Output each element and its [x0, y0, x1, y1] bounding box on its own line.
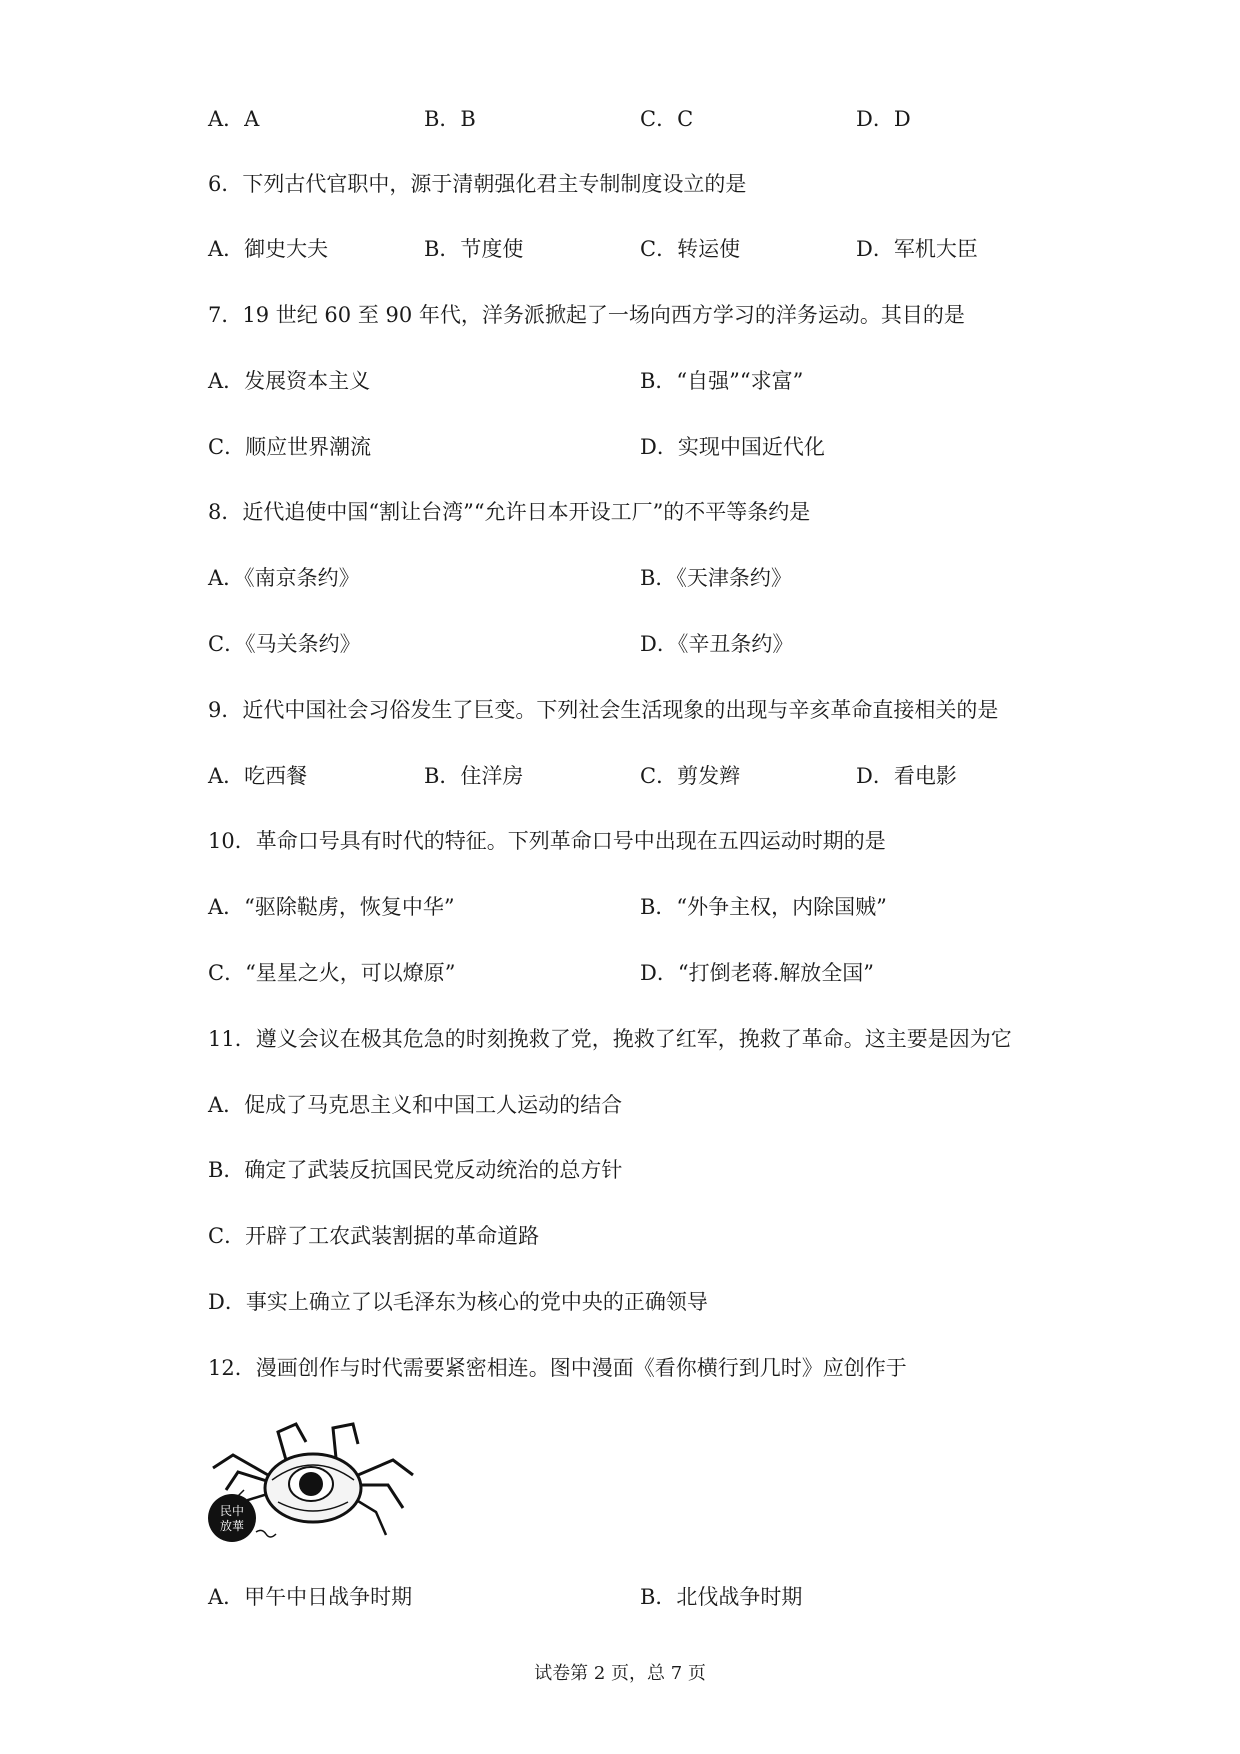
q11-option-b: B．确定了武装反抗国民党反动统治的总方针	[208, 1158, 623, 1182]
q6-option-a: A．御史大夫	[208, 237, 329, 261]
q5-option-d: D．D	[856, 107, 911, 131]
q12-stem: 12．漫画创作与时代需要紧密相连。图中漫面《看你横行到几时》应创作于	[208, 1356, 907, 1380]
badge-text-bottom: 放華	[219, 1519, 245, 1533]
q9-option-d: D．看电影	[856, 764, 957, 788]
q8-option-a: A．《南京条约》	[208, 566, 360, 590]
q9-option-c: C．剪发辫	[640, 764, 741, 788]
q11-option-c: C．开辟了工农武装割据的革命道路	[208, 1224, 540, 1248]
q12-option-a: A．甲午中日战争时期	[208, 1585, 413, 1609]
q11-stem: 11．遵义会议在极其危急的时刻挽救了党，挽救了红军，挽救了革命。这主要是因为它	[208, 1027, 1012, 1051]
q7-option-d: D．实现中国近代化	[640, 435, 825, 459]
q11-option-a: A．促成了马克思主义和中国工人运动的结合	[208, 1093, 623, 1117]
q10-stem: 10．革命口号具有时代的特征。下列革命口号中出现在五四运动时期的是	[208, 829, 886, 853]
q6-option-c: C．转运使	[640, 237, 741, 261]
q6-option-b: B．节度使	[424, 237, 524, 261]
q9-option-a: A．吃西餐	[208, 764, 308, 788]
q9-option-b: B．住洋房	[424, 764, 524, 788]
q10-option-c: C．“星星之火，可以燎原”	[208, 961, 456, 985]
q8-option-c: C．《马关条约》	[208, 632, 361, 656]
q6-option-d: D．军机大臣	[856, 237, 978, 261]
page-footer: 试卷第 2 页，总 7 页	[534, 1663, 706, 1684]
q7-option-b: B．“自强”“求富”	[640, 369, 804, 393]
crab-cartoon-image	[208, 1420, 423, 1550]
q6-stem: 6．下列古代官职中，源于清朝强化君主专制制度设立的是	[208, 172, 747, 196]
q8-option-b: B．《天津条约》	[640, 566, 792, 590]
q7-option-a: A．发展资本主义	[208, 369, 371, 393]
q10-option-b: B．“外争主权，内除国贼”	[640, 895, 887, 919]
crab-cartoon-figure	[208, 1420, 423, 1550]
q9-stem: 9．近代中国社会习俗发生了巨变。下列社会生活现象的出现与辛亥革命直接相关的是	[208, 698, 999, 722]
q7-stem: 7．19 世纪 60 至 90 年代，洋务派掀起了一场向西方学习的洋务运动。其目的是	[208, 303, 965, 327]
q10-option-d: D．“打倒老蒋.解放全国”	[640, 961, 874, 985]
q5-option-b: B．B	[424, 107, 476, 131]
badge-text-top: 民中	[219, 1504, 245, 1518]
q11-option-d: D．事实上确立了以毛泽东为核心的党中央的正确领导	[208, 1290, 708, 1314]
q7-option-c: C．顺应世界潮流	[208, 435, 372, 459]
q12-option-b: B．北伐战争时期	[640, 1585, 803, 1609]
q10-option-a: A．“驱除鞑虏，恢复中华”	[208, 895, 455, 919]
q8-option-d: D．《辛丑条约》	[640, 632, 794, 656]
q5-option-c: C．C	[640, 107, 694, 131]
q5-option-a: A．A	[208, 107, 260, 131]
q8-stem: 8．近代追使中国“割让台湾”“允许日本开设工厂”的不平等条约是	[208, 500, 811, 524]
